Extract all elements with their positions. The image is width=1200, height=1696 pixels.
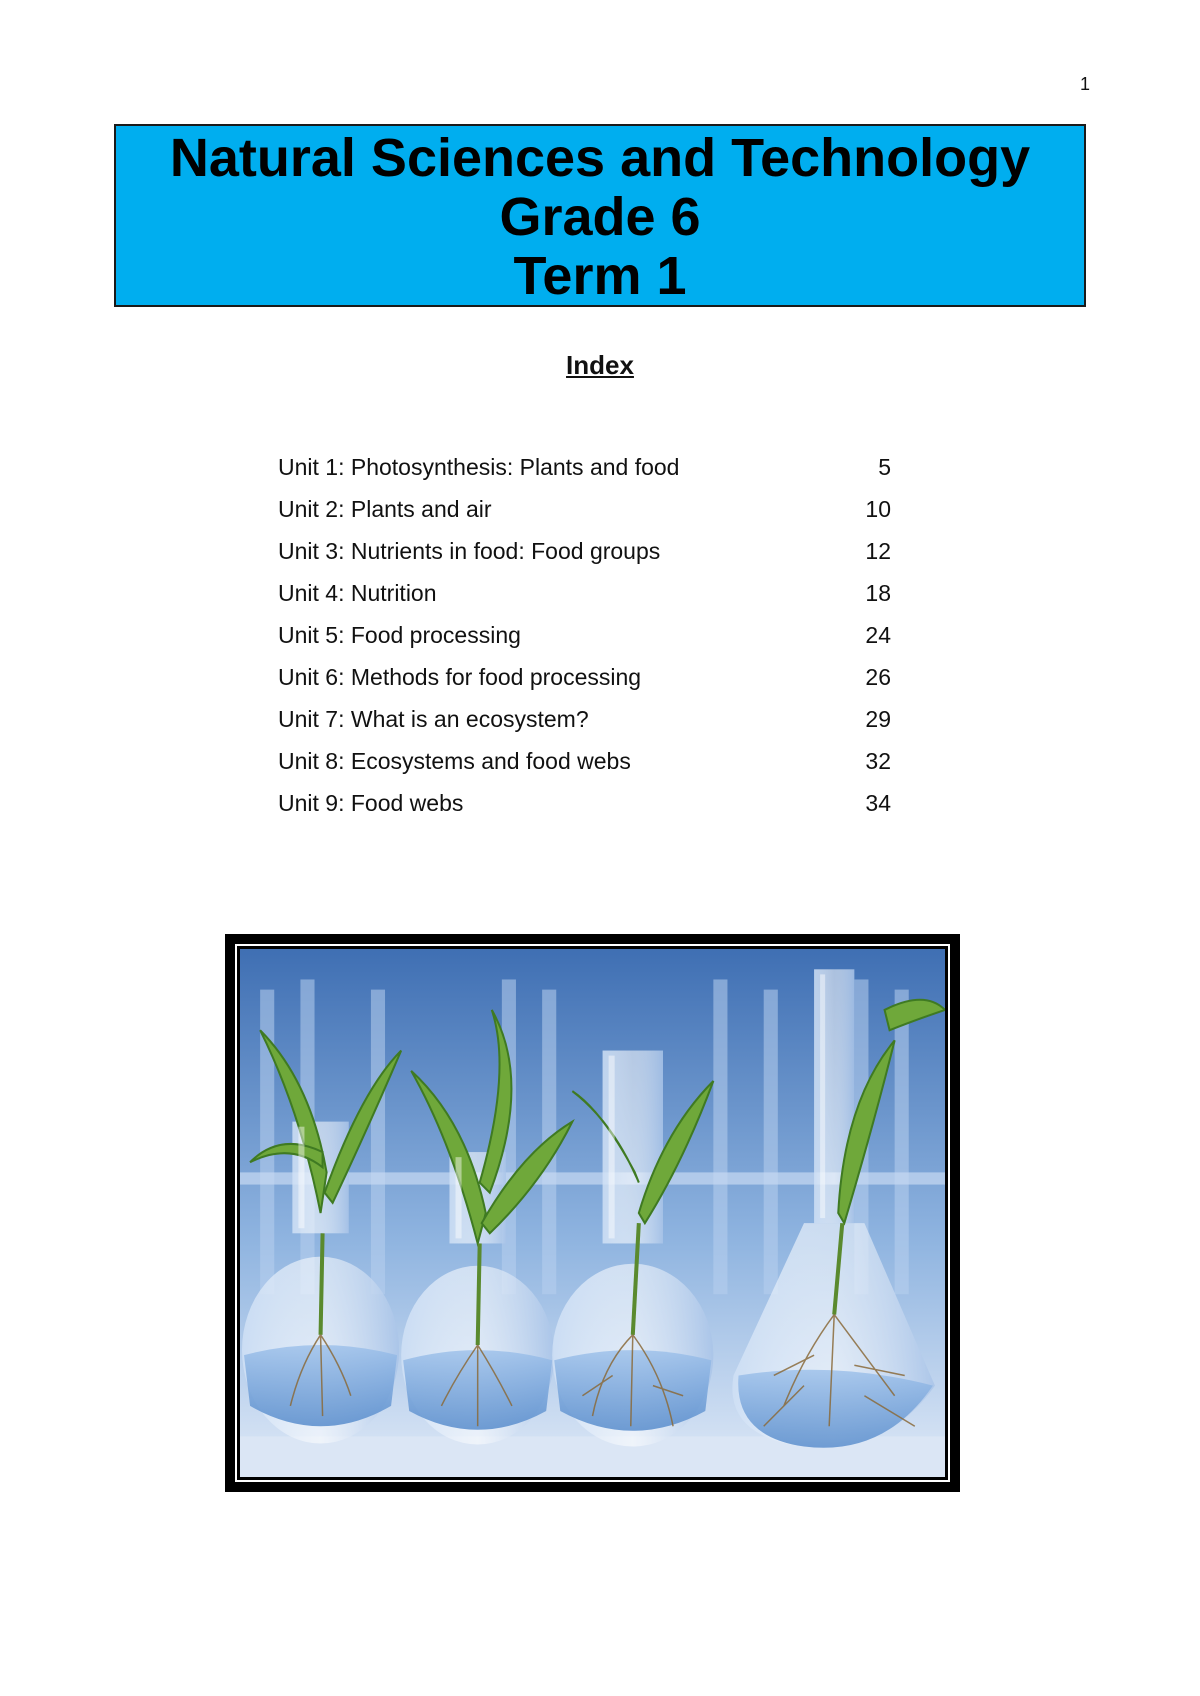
toc-page-number: 29 <box>865 706 891 732</box>
index-heading: Index <box>566 350 634 380</box>
table-of-contents <box>278 446 903 824</box>
toc-page-number: 10 <box>865 496 891 522</box>
toc-unit-label: Unit 7: What is an ecosystem? <box>278 706 589 732</box>
toc-row <box>278 572 903 614</box>
title-term: Term 1 <box>513 246 687 306</box>
cover-image-border <box>235 944 950 1482</box>
toc-row <box>278 698 903 740</box>
toc-row <box>278 488 903 530</box>
toc-page-number: 24 <box>865 622 891 648</box>
toc-row <box>278 446 903 488</box>
toc-page-number: 34 <box>865 790 891 816</box>
toc-unit-label: Unit 2: Plants and air <box>278 496 492 522</box>
toc-row <box>278 656 903 698</box>
toc-unit-label: Unit 4: Nutrition <box>278 580 437 606</box>
toc-row <box>278 530 903 572</box>
toc-unit-label: Unit 1: Photosynthesis: Plants and food <box>278 454 680 480</box>
toc-row <box>278 614 903 656</box>
plants-in-flasks-image <box>240 949 945 1477</box>
toc-page-number: 32 <box>865 748 891 774</box>
toc-row <box>278 740 903 782</box>
toc-unit-label: Unit 3: Nutrients in food: Food groups <box>278 538 661 564</box>
toc-unit-label: Unit 9: Food webs <box>278 790 464 816</box>
title-subject: Natural Sciences and Technology <box>169 128 1031 188</box>
title-grade: Grade 6 <box>499 187 701 247</box>
toc-page-number: 12 <box>865 538 891 564</box>
page-number: 1 <box>1079 74 1090 94</box>
toc-page-number: 5 <box>878 454 891 480</box>
toc-page-number: 18 <box>865 580 891 606</box>
toc-unit-label: Unit 5: Food processing <box>278 622 521 648</box>
toc-row <box>278 782 903 824</box>
toc-unit-label: Unit 8: Ecosystems and food webs <box>278 748 631 774</box>
toc-page-number: 26 <box>865 664 891 690</box>
title-banner <box>114 124 1086 307</box>
toc-unit-label: Unit 6: Methods for food processing <box>278 664 642 690</box>
cover-image-frame <box>225 934 960 1492</box>
